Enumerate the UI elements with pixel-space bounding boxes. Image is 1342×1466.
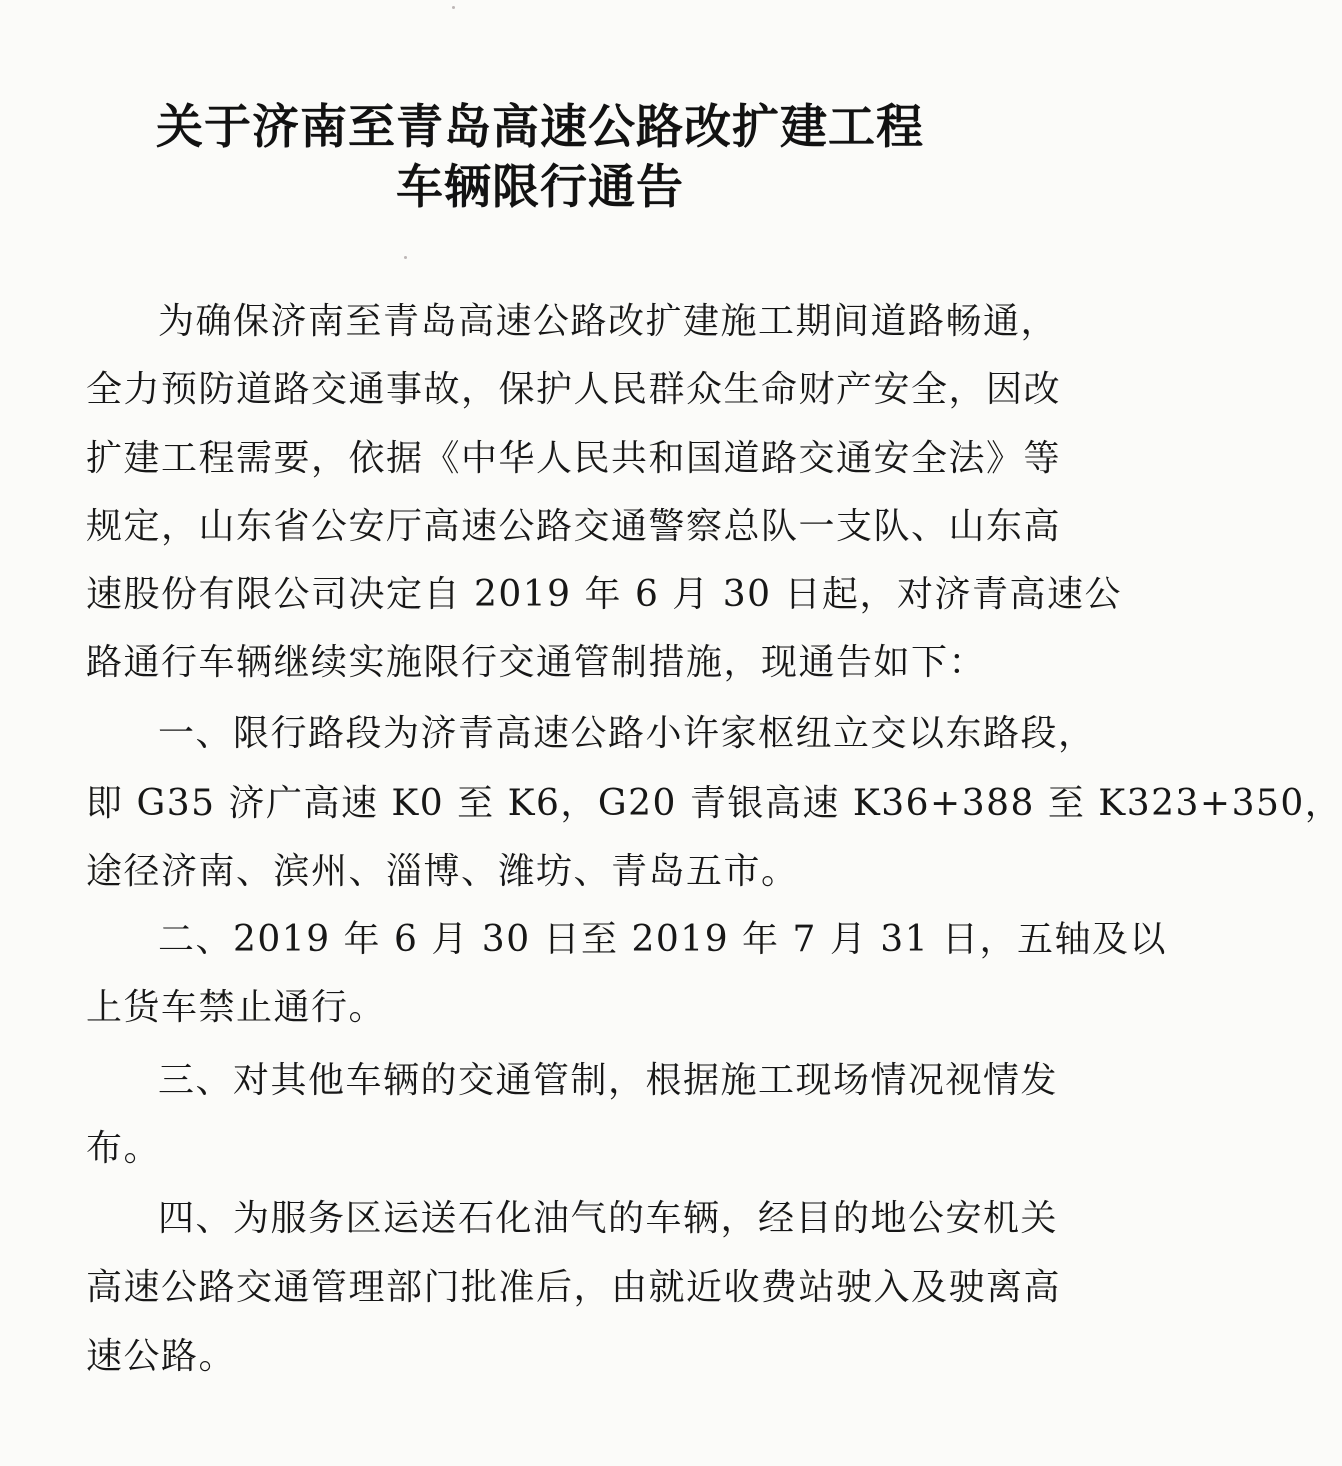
item-three-line-2: 布。 bbox=[86, 1128, 162, 1169]
paragraph-intro-line-3: 扩建工程需要，依据《中华人民共和国道路交通安全法》等 bbox=[86, 438, 1062, 479]
item-two-line-2: 上货车禁止通行。 bbox=[86, 987, 387, 1028]
paper-speck bbox=[452, 6, 455, 9]
item-one-line-2: 即 G35 济广高速 K0 至 K6，G20 青银高速 K36+388 至 K323+350， bbox=[86, 783, 1342, 824]
paragraph-intro-line-6: 路通行车辆继续实施限行交通管制措施，现通告如下： bbox=[86, 642, 987, 683]
item-two-line-1: 二、2019 年 6 月 30 日至 2019 年 7 月 31 日，五轴及以 bbox=[158, 919, 1168, 960]
notice-title-line-2: 车辆限行通告 bbox=[396, 160, 684, 215]
paragraph-intro-line-4: 规定，山东省公安厅高速公路交通警察总队一支队、山东高 bbox=[86, 506, 1062, 547]
paper-speck bbox=[404, 256, 407, 259]
notice-title-line-1: 关于济南至青岛高速公路改扩建工程 bbox=[156, 100, 924, 155]
item-four-line-3: 速公路。 bbox=[86, 1336, 237, 1377]
item-one-line-3: 途径济南、滨州、淄博、潍坊、青岛五市。 bbox=[86, 851, 799, 892]
paragraph-intro-line-5: 速股份有限公司决定自 2019 年 6 月 30 日起，对济青高速公 bbox=[86, 574, 1122, 615]
paragraph-intro-line-2: 全力预防道路交通事故，保护人民群众生命财产安全，因改 bbox=[86, 369, 1062, 410]
item-four-line-2: 高速公路交通管理部门批准后，由就近收费站驶入及驶离高 bbox=[86, 1267, 1062, 1308]
item-one-line-1: 一、限行路段为济青高速公路小许家枢纽立交以东路段， bbox=[158, 713, 1096, 754]
item-four-line-1: 四、为服务区运送石化油气的车辆，经目的地公安机关 bbox=[158, 1198, 1059, 1239]
item-three-line-1: 三、对其他车辆的交通管制，根据施工现场情况视情发 bbox=[158, 1060, 1059, 1101]
paragraph-intro-line-1: 为确保济南至青岛高速公路改扩建施工期间道路畅通， bbox=[158, 301, 1059, 342]
